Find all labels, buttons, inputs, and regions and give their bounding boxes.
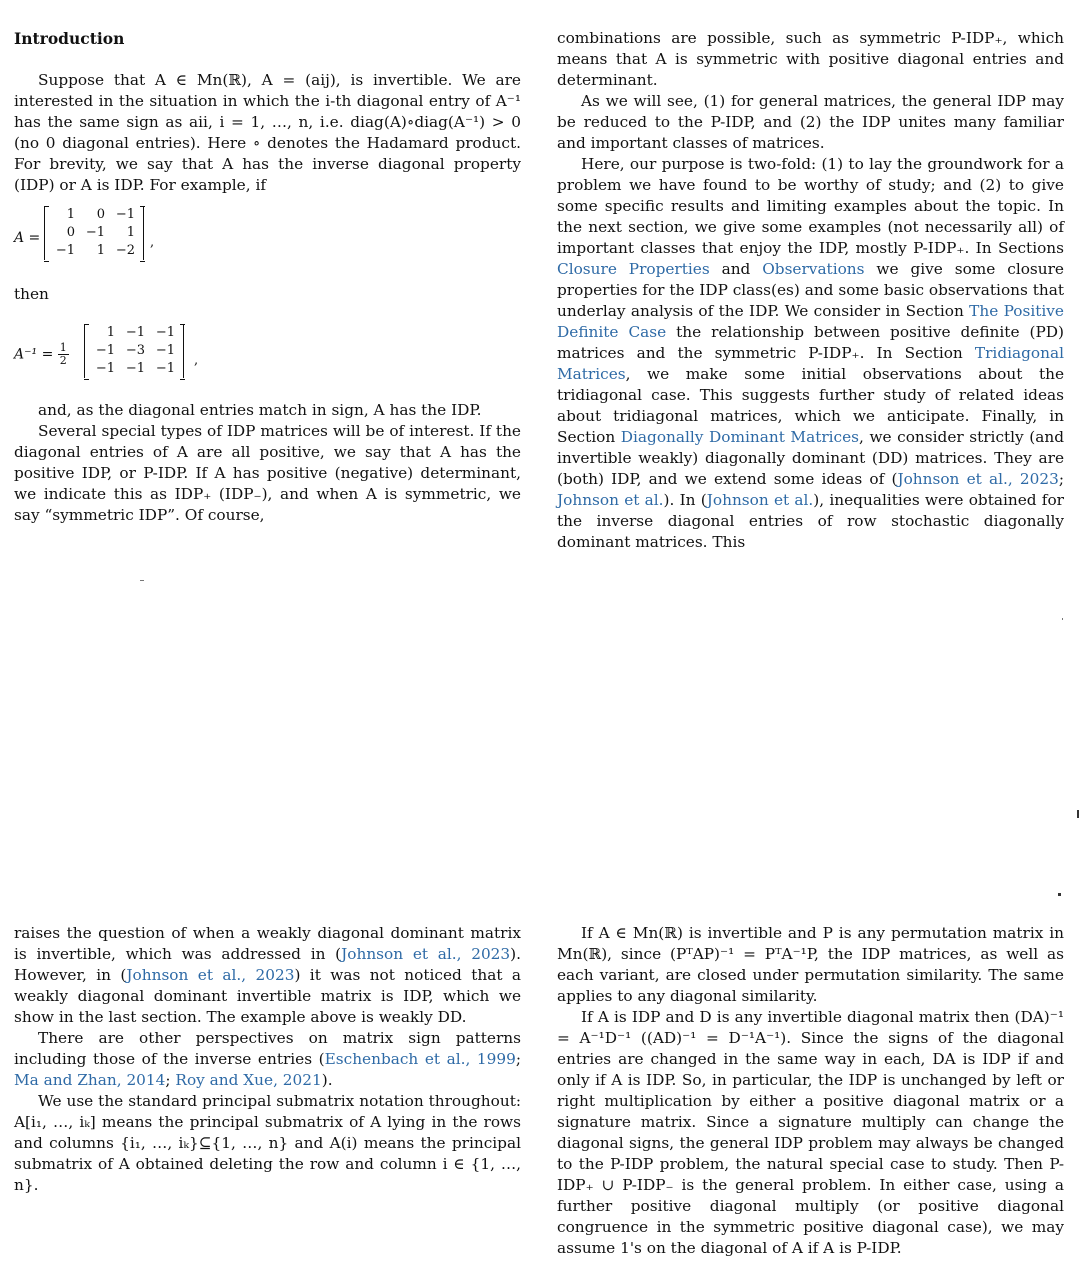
matrix-cell: 0 (96, 207, 105, 222)
text-run: ; (165, 1071, 176, 1089)
matrix-ainv (84, 324, 184, 378)
matrix-ainv-lhs (14, 342, 69, 367)
matrix-cell: −1 (125, 325, 145, 340)
matrix-cell: −1 (155, 361, 175, 376)
matrix-a-trailing: , (150, 235, 155, 250)
link-positive-definite-case[interactable]: The Positive Definite Case (557, 302, 1064, 341)
matrix-cell: 1 (96, 243, 105, 258)
scan-mark (1058, 893, 1061, 896)
scan-mark (140, 580, 144, 581)
matrix-cell: −1 (115, 207, 135, 222)
matrix-cell: 1 (106, 325, 115, 340)
text-run: and (709, 260, 763, 278)
matrix-cell: −2 (115, 243, 135, 258)
diagonal-multiply-paragraph: If A is IDP and D is any invertible diagonal matrix then (DA)⁻¹ = A⁻¹D⁻¹ ((AD)⁻¹ = D⁻¹A⁻¹). Since the signs of the diagonal entries are changed in the same way in each, DA is IDP if and only if A is IDP. So, in particular, the IDP is unchanged by left or right multiplication by either a positive diagonal matrix or a signature matrix. Since a signature multiply can change the diagonal signs, the general IDP problem may always be changed to the P-IDP problem, the natural special case to study. Then P-IDP₊ ∪ P-IDP₋ is the general problem. In either case, using a further positive diagonal multiply (or positive diagonal congruence in the symmetric positive diagonal case), we may assume 1's on the diagonal of A if A is P-IDP. (557, 1008, 1064, 1257)
citation-link[interactable]: Eschenbach et al., 1999 (324, 1050, 516, 1068)
matrix-cell: −1 (155, 325, 175, 340)
text-run: There are other perspectives on matrix sign patterns including those of the inverse entries ( (14, 1029, 521, 1068)
special-types-paragraph: Several special types of IDP matrices will be of interest. If the diagonal entries of A are all positive, we say that A has the positive IDP, or P-IDP. If A has positive (negative) determinant, we indicate this as IDP₊ (IDP₋), and when A is symmetric, we say “symmetric IDP”. Of course, (14, 422, 521, 524)
section-heading: Introduction (14, 29, 125, 48)
matrix-ainv-lhs-text: A⁻¹ = (14, 346, 54, 363)
matrix-cell: −3 (125, 343, 145, 358)
text-run: ), inequalities were obtained for the inverse diagonal entries of row stochastic diagonally dominant matrices. This (557, 491, 1064, 551)
fraction-numerator: 1 (59, 341, 67, 354)
link-closure-properties[interactable]: Closure Properties (557, 260, 710, 278)
citation-link[interactable]: Roy and Xue, 2021 (175, 1071, 322, 1089)
matrix-row (49, 224, 139, 242)
notation-paragraph: We use the standard principal submatrix notation throughout: A[i₁, …, iₖ] means the principal submatrix of A lying in the rows and columns {i₁, …, iₖ}⊆{1, …, n} and A(i) means the principal submatrix of A obtained deleting the row and column i ∈ {1, …, n}. (14, 1092, 521, 1194)
text-run: Here, our purpose is two-fold: (1) to lay the groundwork for a problem we have found to be worthy of study; and (2) to give some specific results and limiting examples about the topic. In the next section, we give some examples (not necessarily all) of important classes that enjoy the IDP, mostly P-IDP₊. In Sections (557, 155, 1064, 257)
citation-link[interactable]: Johnson et al., 2023 (341, 945, 511, 963)
combinations-paragraph: combinations are possible, such as symmetric P-IDP₊, which means that A is symmetric with positive diagonal entries and determinant. (557, 29, 1064, 89)
fraction-denominator: 2 (59, 354, 67, 367)
matrix-ainv-equation (14, 322, 521, 398)
matrix-cell: 1 (126, 225, 135, 240)
matrix-row (49, 242, 139, 260)
idp-example-conclusion: and, as the diagonal entries match in sign, A has the IDP. (38, 401, 482, 419)
matrix-cell: −1 (95, 361, 115, 376)
matrix-row (89, 360, 179, 378)
text-run: ). (321, 1071, 333, 1089)
citation-link[interactable]: Ma and Zhan, 2014 (14, 1071, 166, 1089)
citation-link[interactable]: Johnson et al., 2023 (897, 470, 1059, 488)
matrix-cell: 0 (66, 225, 75, 240)
top-left-column (14, 28, 521, 526)
matrix-cell: −1 (125, 361, 145, 376)
text-run: we give some closure properties for the IDP class(es) and some basic observations that underlay analysis of the IDP. We consider in Section (557, 260, 1064, 320)
matrix-cell: 1 (66, 207, 75, 222)
text-run: ; (1058, 470, 1064, 488)
citation-link[interactable]: Johnson et al. (557, 491, 664, 509)
intro-paragraph: Suppose that A ∈ Mn(ℝ), A = (aij), is invertible. We are interested in the situation in which the i-th diagonal entry of A⁻¹ has the same sign as aii, i = 1, …, n, i.e. diag(A)∘diag(A⁻¹) > 0 (no 0 diagonal entries). Here ∘ denotes the Hadamard product. For brevity, we say that A has the inverse diagonal property (IDP) or A is IDP. For example, if (14, 71, 521, 194)
text-run: , we make some initial observations about the tridiagonal case. This suggests further study of related ideas about tridiagonal matrices, which we anticipate. Finally, in Section (557, 365, 1064, 446)
fraction (58, 342, 69, 367)
matrix-row (89, 324, 179, 342)
link-observations[interactable]: Observations (762, 260, 865, 278)
text-run: , we consider strictly (and invertible weakly) diagonally dominant (DD) matrices. They are (both) IDP, and we extend some ideas of ( (557, 428, 1064, 488)
text-run: raises the question of when a weakly diagonal dominant matrix is invertible, which was addressed in ( (14, 924, 521, 963)
purpose-paragraph (557, 154, 1064, 553)
scan-mark (1077, 810, 1079, 818)
link-tridiagonal-matrices[interactable]: Tridiagonal Matrices (557, 344, 1064, 383)
reduction-paragraph: As we will see, (1) for general matrices, the general IDP may be reduced to the P-IDP, and (2) the IDP unites many familiar and important classes of matrices. (557, 92, 1064, 152)
top-right-column (557, 28, 1064, 553)
link-diagonally-dominant-matrices[interactable]: Diagonally Dominant Matrices (620, 428, 860, 446)
text-run: ). However, in ( (14, 945, 521, 984)
text-run: the relationship between positive definite (PD) matrices and the symmetric P-IDP₊. In Section (557, 323, 1064, 362)
matrix-cell: −1 (55, 243, 75, 258)
bottom-right-column (557, 923, 1064, 1259)
matrix-a-lhs: A = (14, 230, 41, 246)
matrix-cell: −1 (85, 225, 105, 240)
matrix-cell: −1 (155, 343, 175, 358)
permutation-paragraph: If A ∈ Mn(ℝ) is invertible and P is any permutation matrix in Mn(ℝ), since (PᵀAP)⁻¹ = PᵀA⁻¹P, the IDP matrices, as well as each variant, are closed under permutation similarity. The same applies to any diagonal similarity. (557, 924, 1064, 1005)
bottom-left-column (14, 923, 521, 1196)
text-run: ) it was not noticed that a weakly diagonal dominant invertible matrix is IDP, which we show in the last section. The example above is weakly DD. (14, 966, 522, 1026)
scan-mark (1062, 618, 1063, 620)
citation-link[interactable]: Johnson et al., 2023 (126, 966, 295, 984)
matrix-row (49, 206, 139, 224)
citation-link[interactable]: Johnson et al. (706, 491, 814, 509)
weakly-dd-paragraph (14, 923, 521, 1028)
matrix-ainv-trailing: , (194, 353, 199, 368)
matrix-cell: −1 (95, 343, 115, 358)
matrix-a (44, 206, 144, 260)
text-run: ; (515, 1050, 522, 1068)
matrix-a-equation (14, 204, 521, 278)
perspectives-paragraph (14, 1028, 521, 1091)
then-label: then (14, 285, 49, 303)
text-run: ). In ( (663, 491, 707, 509)
matrix-row (89, 342, 179, 360)
